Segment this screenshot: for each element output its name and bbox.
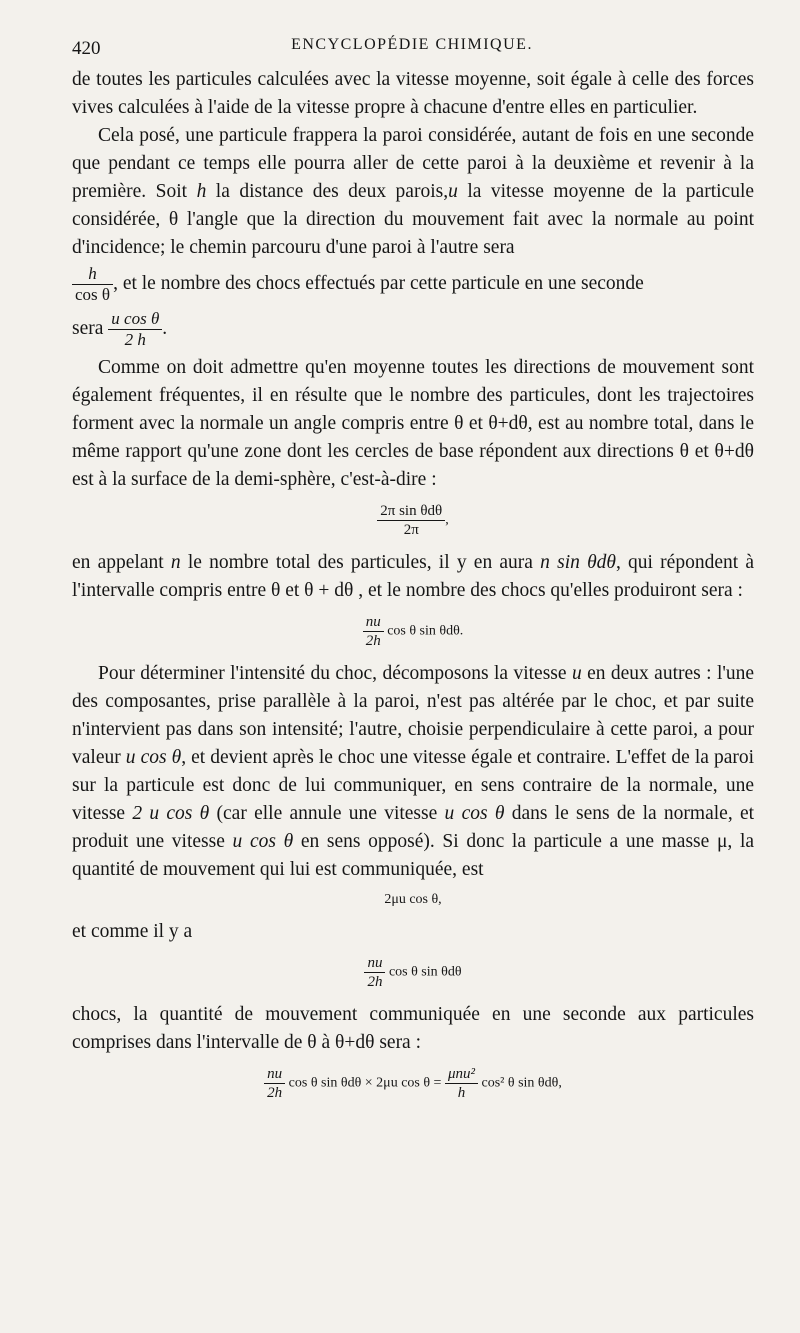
expr-n-sin: n sin θdθ [540,552,616,573]
equation-3-text: 2μu cos θ, [384,892,442,907]
fraction-ucos-2h [108,309,162,350]
fraction-numerator: nu [264,1065,285,1084]
sera-end: . [162,317,168,339]
paragraph-1-text: de toutes les particules calculées avec la vitesse moyenne, soit égale à celle des forces vives calculées à l'aide de la vitesse propre à chacune d'entre elles en particulier. [72,69,754,118]
fraction-h-cos [72,264,113,305]
paragraph-5 [72,660,754,884]
fraction-denominator: h [457,1085,466,1101]
p2-text-b: la distance des deux parois, [215,181,449,202]
fraction-denominator: 2π [403,522,419,538]
et-comme-line [72,918,754,946]
p4-text-a: en appelant [72,552,164,573]
fraction-numerator: nu [364,954,385,973]
expr-u-cos: u cos θ [125,747,182,768]
equation-2-tail: cos θ sin θdθ. [387,623,464,639]
paragraph-3 [72,354,754,494]
p5-text-a: Pour déterminer l'intensité du choc, décomposons la vitesse [98,663,567,684]
equation-4-tail: cos θ sin θdθ [388,964,462,980]
fraction-numerator: h [72,264,113,285]
expr-2u-cos: 2 u cos θ [132,803,210,824]
fraction-nu-2h [264,1065,285,1102]
et-comme-text: et comme il y a [72,921,193,942]
p4-text-b: le nombre total des particules, il y en aura [187,552,533,573]
p2-text-a: Cela posé, une particule frappera la paroi considérée, autant de fois en une seconde que pendant ce temps elle pourra aller de cette paroi à la deuxième et revenir à la première. Soit [72,125,754,202]
fraction-nu-2h [363,613,384,650]
p5-text-b: en deux autres : l'une des composantes, prise parallèle à la paroi, n'est pas altérée par le choc, et par suite n'intervient pas dans son intensité; l'autre, choisie perpendiculaire à cette paroi, a pour valeur [72,663,755,768]
var-n: n [170,552,181,573]
paragraph-3-text: Comme on doit admettre qu'en moyenne toutes les directions de mouvement sont également fréquentes, il en résulte que le nombre des particules, dont les trajectoires forment avec la normale un angle compris entre θ et θ+dθ, est au nombre total, dans le même rapport qu'une zone dont les cercles de base répondent aux directions θ et θ+dθ est à la surface de la demi-sphère, c'est-à-dire : [72,357,754,490]
p4-text-d: , qui répondent à l'intervalle compris entre θ et θ + dθ , et le nombre des chocs qu'elles produiront sera : [72,552,755,601]
p5-text-h: dans le sens de la normale, et produit une vitesse [72,803,755,852]
equation-5-tail: cos² θ sin θdθ, [481,1075,562,1091]
equation-1 [72,502,754,539]
expr-u-cos: u cos θ [444,803,505,824]
equation-2 [72,613,754,650]
p5-text-d: , et devient après le choc une vitesse égale et contraire. L'effet de la paroi sur la particule est donc de lui communiquer, en sens contraire de la normale, une vitesse [72,747,755,824]
running-title: ENCYCLOPÉDIE CHIMIQUE. [291,36,533,53]
fraction-numerator: μnu² [445,1065,478,1084]
equation-3 [72,892,754,908]
equation-1-tail: , [445,512,449,528]
equation-5 [72,1065,754,1102]
paragraph-6-text: chocs, la quantité de mouvement communiquée en une seconde aux particules comprises dans l'intervalle de θ à θ+dθ sera : [72,1004,754,1053]
fraction-sin-2pi [377,502,445,539]
page-body [72,66,754,1112]
fraction-nu-2h [364,954,385,991]
var-u: u [448,181,458,202]
page-header [72,34,752,62]
var-h: h [196,181,207,202]
sera-label: sera [72,317,104,339]
sera-line [72,309,754,350]
paragraph-6 [72,1001,754,1057]
page-number: 420 [72,38,101,59]
fraction-denominator: 2h [367,974,383,990]
p2-text-d: , et le nombre des chocs effectués par cette particule en une seconde [113,272,644,294]
var-u: u [571,663,582,684]
paragraph-4 [72,549,754,605]
expr-u-cos: u cos θ [232,831,294,852]
p5-text-f: (car elle annule une vitesse [216,803,438,824]
fraction-denominator: cos θ [75,285,111,304]
fraction-denominator: 2 h [124,330,146,349]
fraction-numerator: 2π sin θdθ [377,502,445,521]
paragraph-1 [72,66,754,122]
equation-4 [72,954,754,991]
paragraph-2 [72,122,754,262]
p2-text-c: la vitesse moyenne de la particule considérée, θ l'angle que la direction du mouvement fait avec la normale au point d'incidence; le chemin parcouru d'une paroi à l'autre sera [72,181,755,258]
p5-text-j: en sens opposé). Si donc la particule a une masse μ, la quantité de mouvement qui lui est communiquée, est [72,831,755,880]
fraction-numerator: u cos θ [108,309,162,330]
fraction-denominator: 2h [365,633,381,649]
fraction-denominator: 2h [267,1085,283,1101]
paragraph-2-cont [72,264,754,305]
equation-5-middle: cos θ sin θdθ × 2μu cos θ = [288,1075,442,1091]
fraction-munu2-h [445,1065,478,1102]
fraction-numerator: nu [363,613,384,632]
